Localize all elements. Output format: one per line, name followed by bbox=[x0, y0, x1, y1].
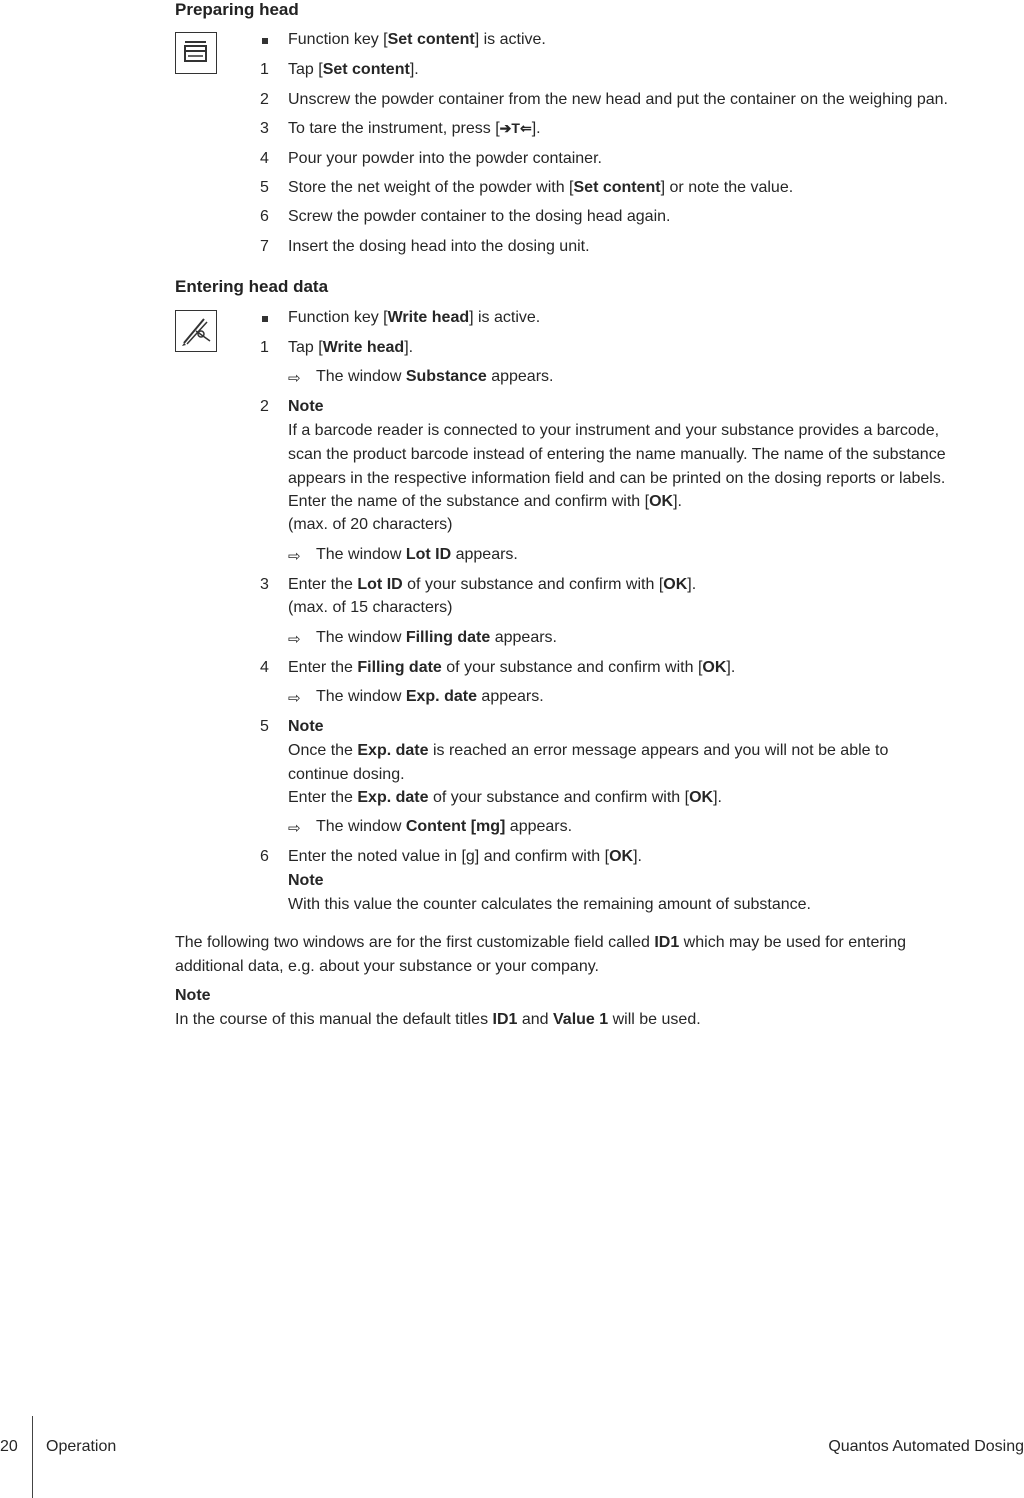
result-text: The window Substance appears. bbox=[316, 368, 554, 385]
section-heading-entering-head-data: Entering head data bbox=[175, 277, 329, 296]
step-text: scan the product barcode instead of entering the name manually. The name of the substance bbox=[288, 446, 946, 463]
set-content-icon bbox=[175, 32, 217, 74]
bullet-marker bbox=[262, 38, 268, 44]
step-number: 4 bbox=[260, 659, 269, 676]
result-text: The window Content [mg] appears. bbox=[316, 818, 573, 835]
result-arrow-icon: ⇨ bbox=[288, 690, 301, 707]
step-text: Tap [Set content]. bbox=[288, 61, 419, 78]
step-text: If a barcode reader is connected to your instrument and your substance provides a barcode, bbox=[288, 422, 940, 439]
function-key-line: Function key [Write head] is active. bbox=[288, 309, 541, 326]
step-number: 7 bbox=[260, 238, 269, 255]
paragraph-line: In the course of this manual the default titles ID1 and Value 1 will be used. bbox=[175, 1011, 701, 1028]
step-text: Pour your powder into the powder container. bbox=[288, 150, 602, 167]
result-text: The window Exp. date appears. bbox=[316, 688, 544, 705]
step-number: 5 bbox=[260, 179, 269, 196]
footer-divider bbox=[32, 1416, 33, 1498]
note-label: Note bbox=[288, 398, 324, 415]
step-text: Enter the noted value in [g] and confirm with [OK]. bbox=[288, 848, 642, 865]
step-text: Enter the Lot ID of your substance and confirm with [OK]. bbox=[288, 576, 697, 593]
step-text: (max. of 20 characters) bbox=[288, 516, 453, 533]
footer-section: Operation bbox=[46, 1438, 117, 1455]
result-text: The window Lot ID appears. bbox=[316, 546, 518, 563]
step-text: Enter the Filling date of your substance and confirm with [OK]. bbox=[288, 659, 736, 676]
result-text: The window Filling date appears. bbox=[316, 629, 557, 646]
paragraph-line: additional data, e.g. about your substance or your company. bbox=[175, 958, 599, 975]
note-label: Note bbox=[288, 718, 324, 735]
result-arrow-icon: ⇨ bbox=[288, 631, 301, 648]
step-text: continue dosing. bbox=[288, 766, 405, 783]
result-arrow-icon: ⇨ bbox=[288, 548, 301, 565]
write-head-icon bbox=[175, 310, 217, 352]
step-text: Enter the Exp. date of your substance and confirm with [OK]. bbox=[288, 789, 722, 806]
page-number: 20 bbox=[0, 1438, 18, 1455]
tare-key-icon: ➔T⇐ bbox=[499, 120, 532, 136]
step-text: With this value the counter calculates the remaining amount of substance. bbox=[288, 896, 811, 913]
step-text: (max. of 15 characters) bbox=[288, 599, 453, 616]
step-number: 6 bbox=[260, 848, 269, 865]
step-number: 2 bbox=[260, 91, 269, 108]
step-text: Tap [Write head]. bbox=[288, 339, 414, 356]
step-text: Store the net weight of the powder with [Set content] or note the value. bbox=[288, 179, 794, 196]
note-label: Note bbox=[288, 872, 324, 889]
step-text: appears in the respective information field and can be printed on the dosing reports or labels. bbox=[288, 470, 946, 487]
step-text: Screw the powder container to the dosing head again. bbox=[288, 208, 671, 225]
step-number: 1 bbox=[260, 61, 269, 78]
bullet-marker bbox=[262, 316, 268, 322]
step-text: Enter the name of the substance and confirm with [OK]. bbox=[288, 493, 682, 510]
step-text: Unscrew the powder container from the new head and put the container on the weighing pan. bbox=[288, 91, 948, 108]
step-number: 6 bbox=[260, 208, 269, 225]
result-arrow-icon: ⇨ bbox=[288, 370, 301, 387]
section-heading-preparing-head: Preparing head bbox=[175, 0, 299, 19]
footer-product: Quantos Automated Dosing bbox=[828, 1438, 1024, 1455]
step-number: 4 bbox=[260, 150, 269, 167]
function-key-line: Function key [Set content] is active. bbox=[288, 31, 546, 48]
step-text: To tare the instrument, press [➔T⇐]. bbox=[288, 120, 541, 137]
step-number: 2 bbox=[260, 398, 269, 415]
step-text: Insert the dosing head into the dosing unit. bbox=[288, 238, 590, 255]
step-number: 3 bbox=[260, 576, 269, 593]
result-arrow-icon: ⇨ bbox=[288, 820, 301, 837]
step-number: 3 bbox=[260, 120, 269, 137]
note-label: Note bbox=[175, 987, 211, 1004]
step-number: 1 bbox=[260, 339, 269, 356]
step-number: 5 bbox=[260, 718, 269, 735]
paragraph-line: The following two windows are for the first customizable field called ID1 which may be used for entering bbox=[175, 934, 907, 951]
step-text: Once the Exp. date is reached an error message appears and you will not be able to bbox=[288, 742, 889, 759]
